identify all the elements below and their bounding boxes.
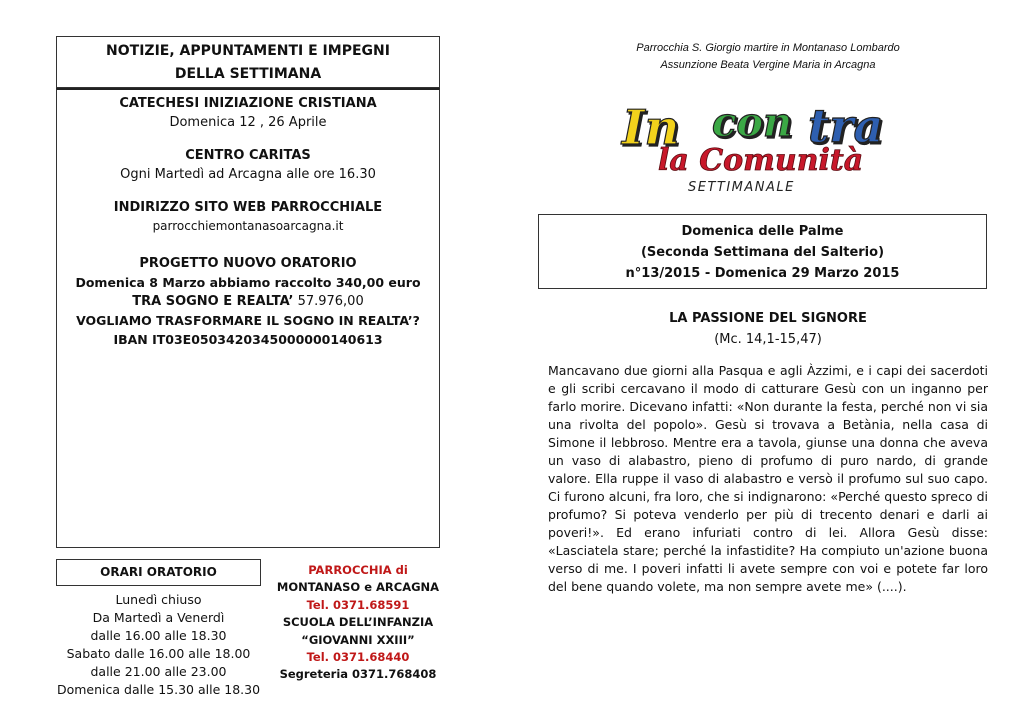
oratorio-line: dalle 21.00 alle 23.00 [90,664,227,679]
news-body [56,88,440,548]
weekly-label: SETTIMANALE [688,180,795,195]
gospel-heading [548,308,988,350]
project-line2-value: 57.976,00 [297,294,364,309]
oratorio-line: Sabato dalle 16.00 alle 18.00 [66,646,251,661]
sunday-line1: Domenica delle Palme [681,224,844,239]
project-line2-bold: TRA SOGNO E REALTA’ [132,294,294,309]
sunday-line2: (Seconda Settimana del Salterio) [640,245,885,260]
oratorio-line: Domenica dalle 15.30 alle 18.30 [56,682,261,697]
contact-line: “GIOVANNI XXIII” [301,632,415,647]
caritas-text: Ogni Martedì ad Arcagna alle ore 16.30 [120,167,376,182]
oratorio-line: Da Martedì a Venerdì [92,610,225,625]
logo-word-in: In [622,100,680,156]
logo-word-comunita: la Comunità [658,143,864,176]
logo-word-con: con [712,99,793,146]
catechesi-title: CATECHESI INIZIAZIONE CRISTIANA [119,96,377,111]
contact-phone: Tel. 0371.68591 [306,597,410,612]
sunday-box [538,214,987,289]
project-title: PROGETTO NUOVO ORATORIO [139,256,357,271]
gospel-title: LA PASSIONE DEL SIGNORE [669,311,867,326]
news-title-line2: DELLA SETTIMANA [174,66,322,82]
incontra-logo [620,98,900,176]
contact-phone: Segreteria 0371.768408 [279,667,437,682]
gospel-reference: (Mc. 14,1-15,47) [714,332,822,347]
project-line2 [57,292,439,311]
web-title: INDIRIZZO SITO WEB PARROCCHIALE [113,200,383,215]
catechesi-text: Domenica 12 , 26 Aprile [169,115,327,130]
logo-word-tra: tra [808,99,884,153]
news-title-box [56,36,440,88]
parish-header [548,40,988,73]
contact-phone: Tel. 0371.68440 [306,650,410,665]
parish-contacts [268,562,448,684]
contact-line: MONTANASO e ARCAGNA [276,580,440,595]
sunday-line3: n°13/2015 - Domenica 29 Marzo 2015 [625,266,900,281]
gospel-text: Mancavano due giorni alla Pasqua e agli Àzzimi, e i capi dei sacerdoti e gli scribi cercavano il modo di catturare Gesù con un inganno per farlo morire. Dicevano infatti: «Non durante la festa, perché non vi sia una rivolta del popolo». Gesù si trovava a Betània, nella casa di Simone il lebbroso. Mentre era a tavola, giunse una donna che aveva un vaso di alabastro, pieno di profumo di puro nardo, di grande valore. Ella ruppe il vaso di alabastro e versò il profumo sul suo capo. Ci furono alcuni, fra loro, che si indignarono: «Perché questo spreco di profumo? Si poteva venderlo per più di trecento denari e darli ai poveri!». Ed erano infuriati contro di lei. Allora Gesù disse: «Lasciatela stare; perché la infastidite? Ha compiuto un'azione buona verso di me. I poveri infatti li avete sempre con voi e potete far loro del bene quando volete, ma non sempre avete me» (....). [548,363,988,594]
oratorio-line: Lunedì chiuso [115,592,202,607]
parish-line1: Parrocchia S. Giorgio martire in Montanaso Lombardo [636,42,900,54]
parish-line2: Assunzione Beata Vergine Maria in Arcagna [660,58,876,71]
oratorio-title-box [56,559,261,586]
project-line1: Domenica 8 Marzo abbiamo raccolto 340,00 euro [75,275,421,290]
contact-line: PARROCCHIA di [308,563,408,577]
news-title-line1: NOTIZIE, APPUNTAMENTI E IMPEGNI [106,43,390,59]
project-line3: VOGLIAMO TRASFORMARE IL SOGNO IN REALTA’? [76,313,420,328]
caritas-title: CENTRO CARITAS [185,148,311,163]
contact-line: SCUOLA DELL’INFANZIA [282,615,434,630]
web-text[interactable]: parrocchiemontanasoarcagna.it [152,219,344,233]
oratorio-line: dalle 16.00 alle 18.30 [90,628,227,643]
project-line4: IBAN IT03E0503420345000000140613 [113,332,383,347]
oratorio-hours-list [56,591,261,699]
oratorio-title: ORARI ORATORIO [100,565,217,579]
